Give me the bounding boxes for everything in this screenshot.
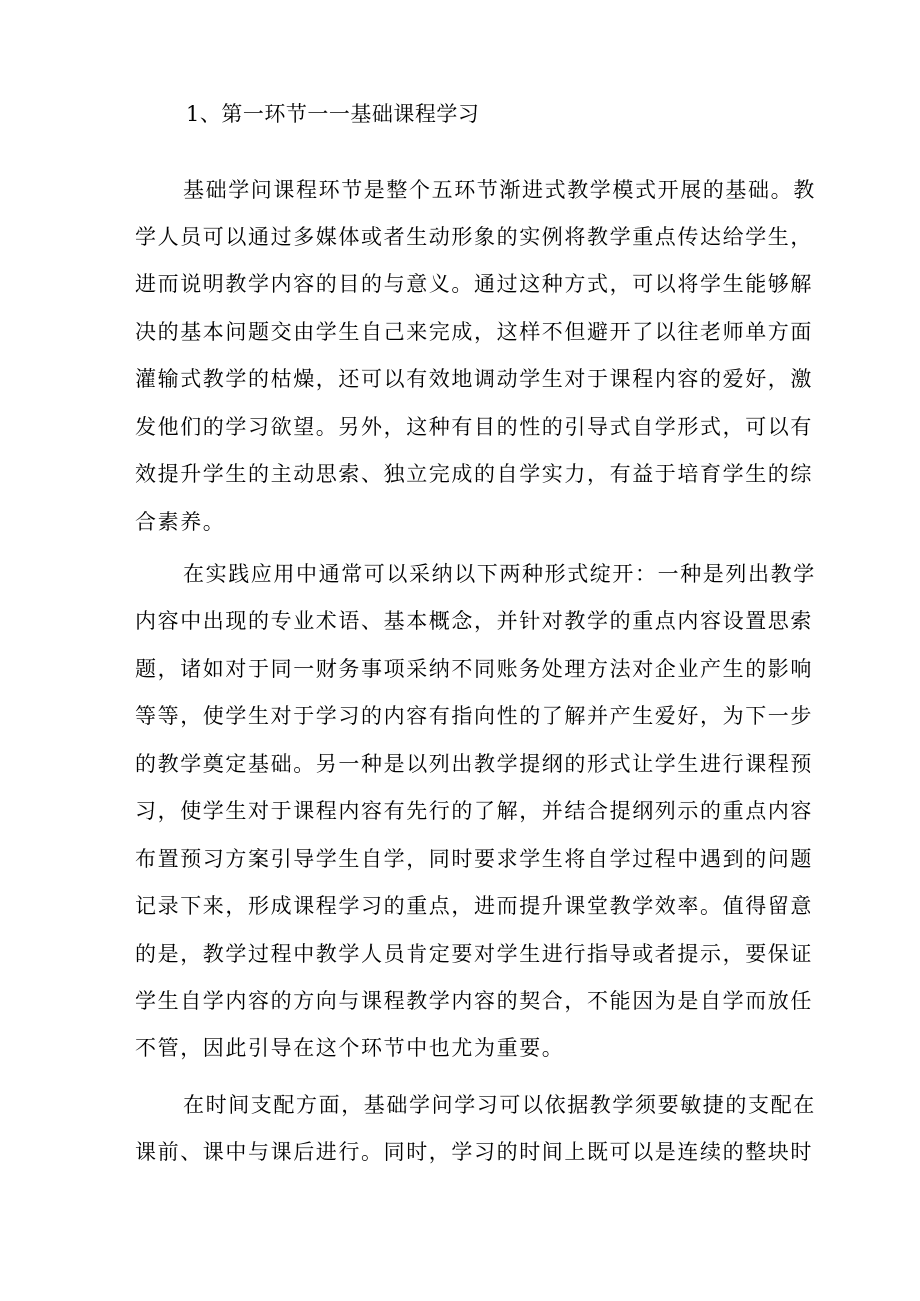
paragraph-line: 的教学奠定基础。另一种是以列出教学提纲的形式让学生进行课程预 — [135, 752, 813, 776]
paragraph-line: 课前、课中与课后进行。同时，学习的时间上既可以是连续的整块时 — [135, 1140, 813, 1164]
paragraph-line: 内容中出现的专业术语、基本概念，并针对教学的重点内容设置思索 — [135, 609, 813, 633]
paragraph-line: 进而说明教学内容的目的与意义。通过这种方式，可以将学生能够解 — [135, 272, 813, 296]
paragraph-line: 学生自学内容的方向与课程教学内容的契合，不能因为是自学而放任 — [135, 989, 813, 1013]
paragraph-line: 题，诸如对于同一财务事项采纳不同账务处理方法对企业产生的影响 — [135, 657, 813, 681]
paragraph-line: 基础学问课程环节是整个五环节渐进式教学模式开展的基础。教 — [183, 178, 816, 202]
paragraph-line: 发他们的学习欲望。另外，这种有目的性的引导式自学形式，可以有 — [135, 415, 813, 439]
paragraph-line: 灌输式教学的枯燥，还可以有效地调动学生对于课程内容的爱好，激 — [135, 367, 813, 391]
paragraph-line: 记录下来，形成课程学习的重点，进而提升课堂教学效率。值得留意 — [135, 894, 813, 918]
paragraph-line: 学人员可以通过多媒体或者生动形象的实例将教学重点传达给学生， — [135, 225, 813, 249]
paragraph-line: 在实践应用中通常可以采纳以下两种形式绽开：一种是列出教学 — [183, 562, 816, 586]
paragraph-line: 决的基本问题交由学生自己来完成，这样不但避开了以往老师单方面 — [135, 320, 813, 344]
paragraph-line: 的是，教学过程中教学人员肯定要对学生进行指导或者提示，要保证 — [135, 942, 813, 966]
paragraph-line: 等等，使学生对于学习的内容有指向性的了解并产生爱好，为下一步 — [135, 704, 813, 728]
paragraph-line: 不管，因此引导在这个环节中也尤为重要。 — [135, 1036, 565, 1060]
section-heading: 1、第一环节一一基础课程学习 — [186, 102, 480, 126]
paragraph-line: 在时间支配方面，基础学问学习可以依据教学须要敏捷的支配在 — [183, 1093, 816, 1117]
paragraph-line: 效提升学生的主动思索、独立完成的自学实力，有益于培育学生的综 — [135, 462, 813, 486]
paragraph-line: 合素养。 — [135, 510, 226, 534]
paragraph-line: 布置预习方案引导学生自学，同时要求学生将自学过程中遇到的问题 — [135, 847, 813, 871]
paragraph-line: 习，使学生对于课程内容有先行的了解，并结合提纲列示的重点内容 — [135, 799, 813, 823]
